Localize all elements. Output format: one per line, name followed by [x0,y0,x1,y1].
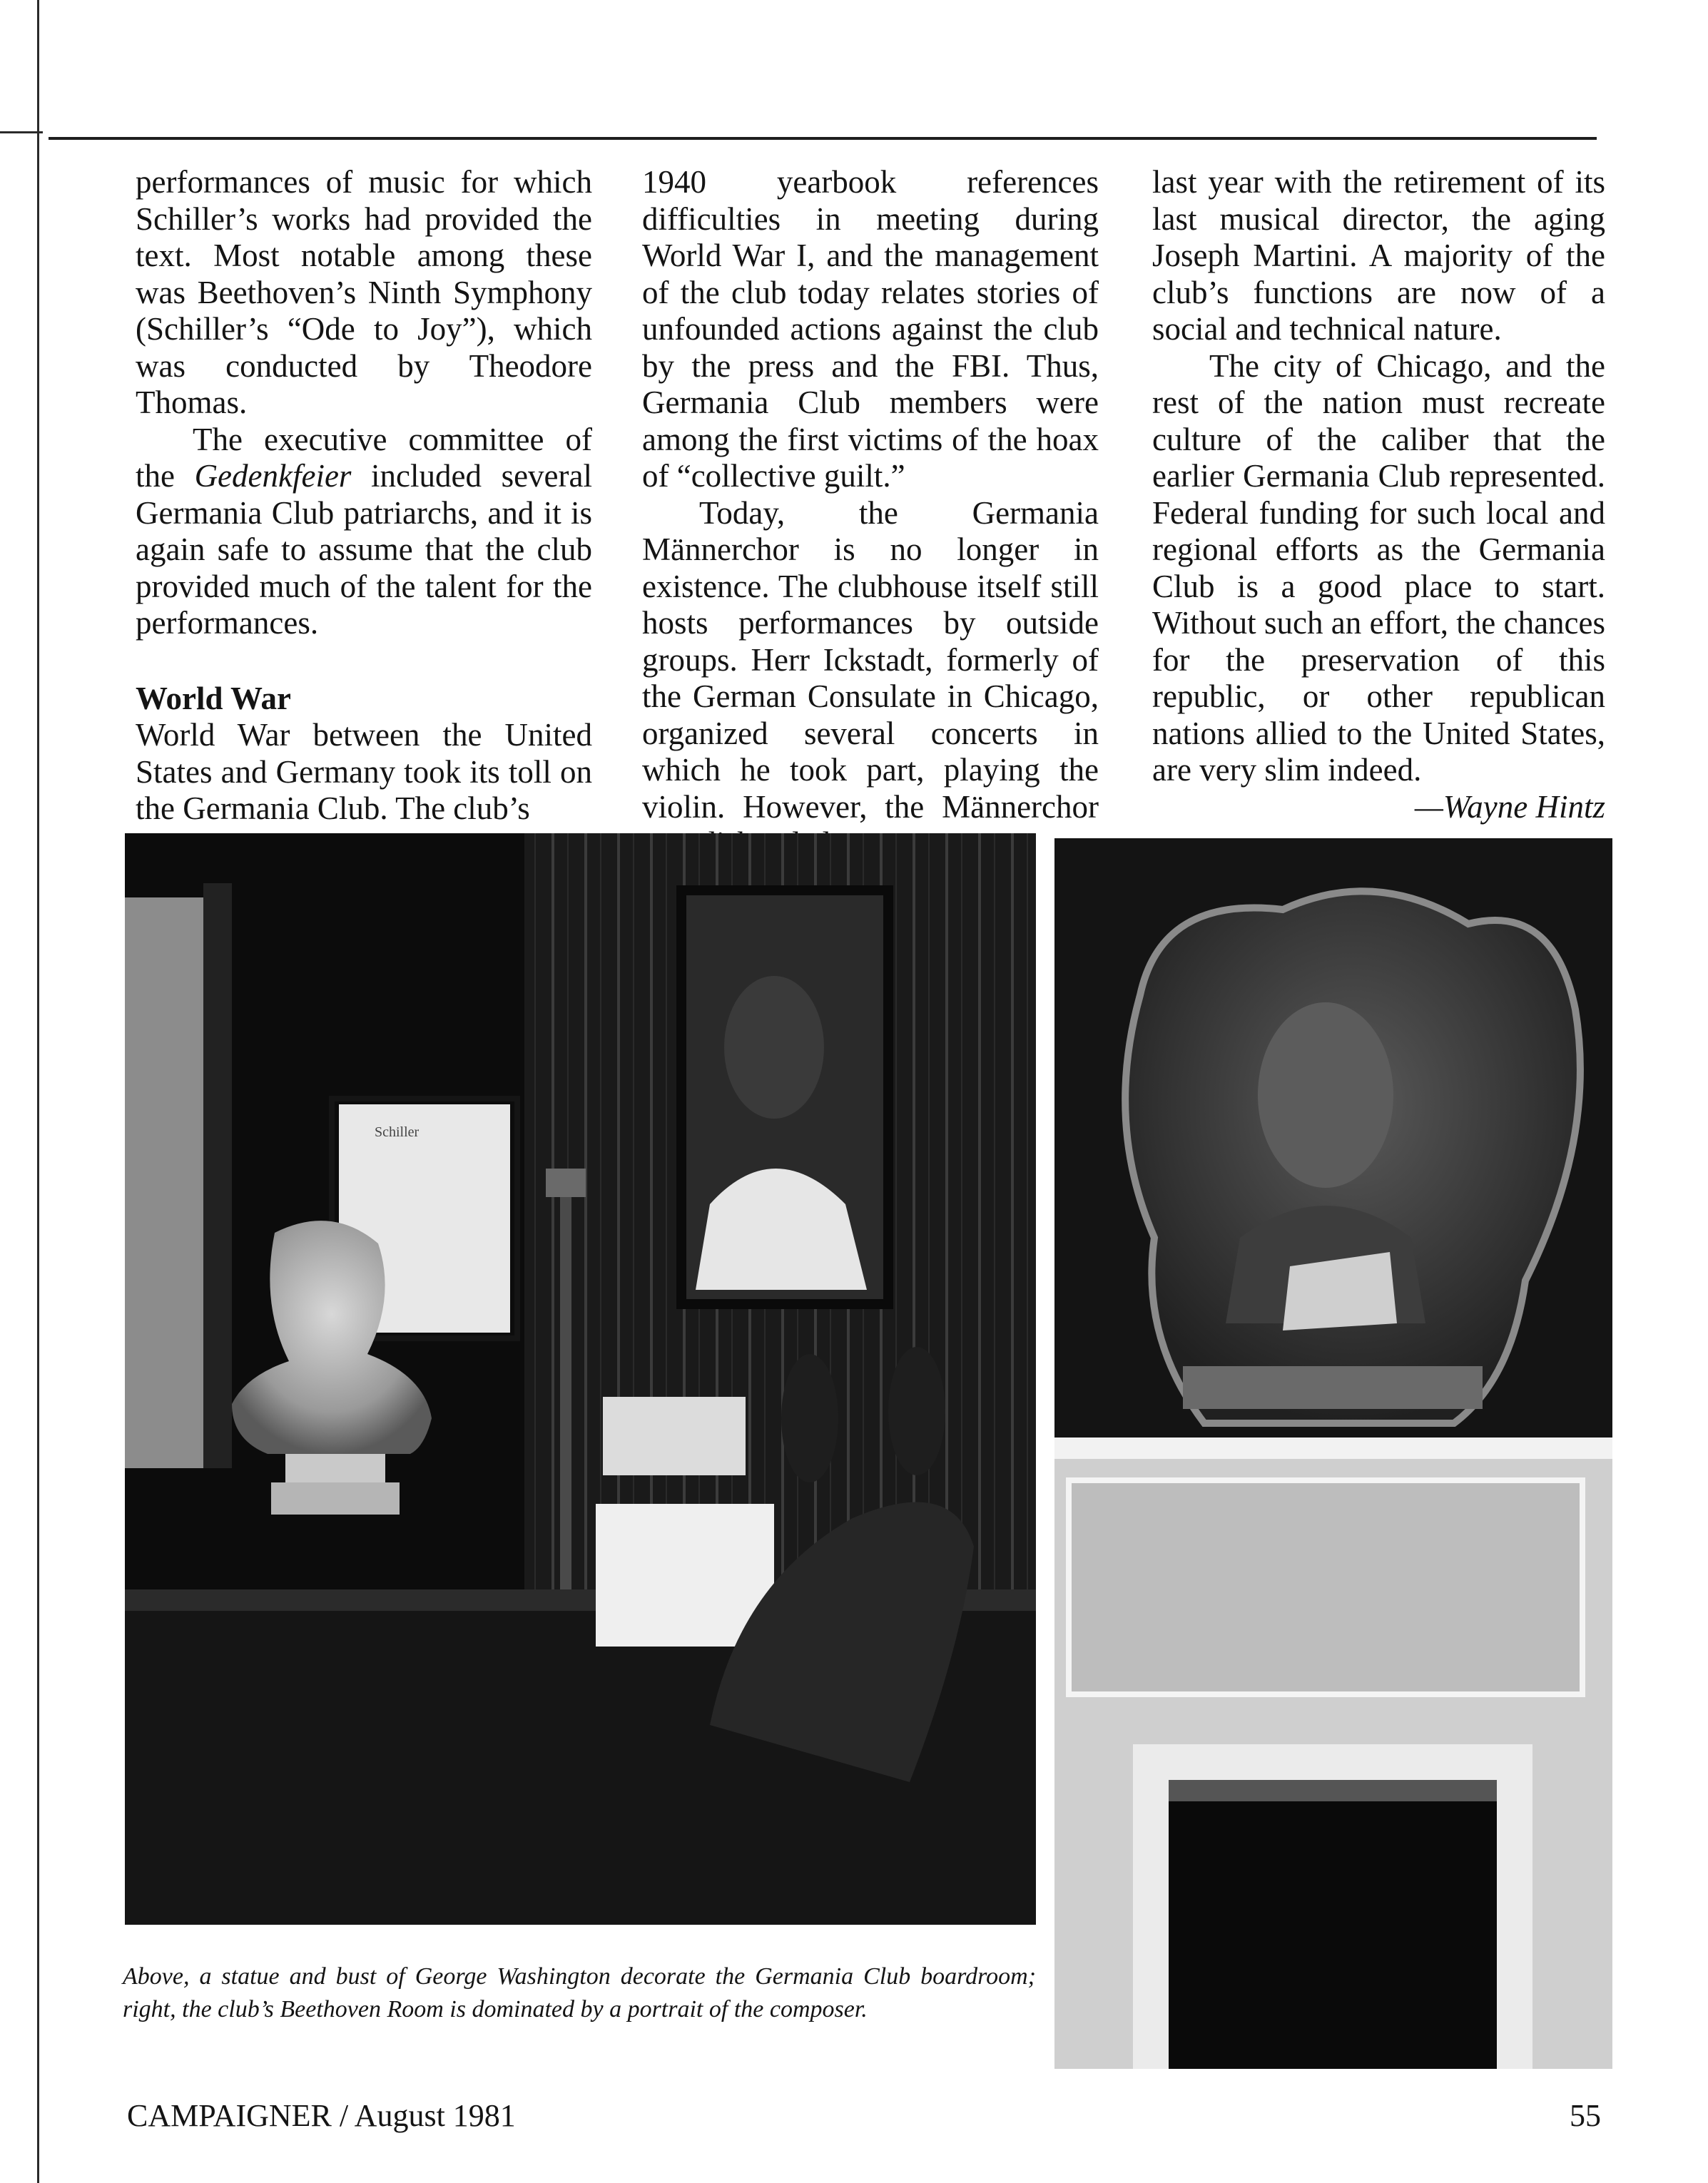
article-column-2 [642,164,1099,862]
page-number: 55 [1570,2098,1601,2133]
italic-term: Gedenkfeier [194,458,352,494]
publication-footer: CAMPAIGNER / August 1981 [127,2098,516,2133]
beethoven-room-photo [1054,838,1612,2069]
boardroom-photo [125,833,1036,1925]
photo-caption: Above, a statue and bust of George Washington decorate the Germania Club boardroom; right, the club’s Beethoven Room is dominated by a portrait of the composer. [123,1963,1036,2022]
beethoven-portrait [1258,1002,1393,1188]
paragraph: The city of Chicago, and the rest of the nation must recreate culture of the caliber that the earlier Germania Club represented. Federal funding for such local and regional efforts as the Germania Club is a good place to start. Without such an effort, the chances for the preservation of this republic, or other republican nations allied to the United States, are very slim indeed. [1152,347,1605,788]
text-run: The executive committee of the [136,421,592,494]
section-heading: World War [136,680,291,716]
paragraph: World War between the United States and Germany took its toll on the Germania Club. The club’s [136,717,592,826]
paragraph: performances of music for which Schiller’s works had provided the text. Most notable among these was Beethoven’s Ninth Symphony (Schiller’s “Ode to Joy”), which was conducted by Theodore Thomas. [136,164,592,420]
header-rule [49,137,1597,140]
fireplace-opening [1169,1780,1497,2069]
left-margin-tick [0,131,43,133]
paragraph: last year with the retirement of its last musical director, the aging Joseph Martini. A majority of the club’s functions are now of a social and technical nature. [1152,164,1605,347]
text-run: included several Germania Club patriarchs, and it is again safe to assume that the club provided much of the talent for the performances. [136,458,592,641]
boardroom-photo-graphic [125,833,1036,1925]
article-column-3 [1152,164,1605,825]
framed-document-label: Schiller [375,1124,420,1140]
left-margin-rule [37,0,39,2183]
author-byline: —Wayne Hintz [1414,788,1605,825]
mantel-panel [1069,1480,1582,1694]
article-column-1 [136,164,592,828]
paragraph: Today, the Germania Männerchor is no longer in existence. The clubhouse itself still hosts performances by outside groups. Herr Ickstadt, formerly of the German Consulate in Chicago, organized several concerts in which he took part, playing the violin. However, the Männerchor [642,494,1099,825]
paragraph: 1940 yearbook references difficulties in meeting during World War I, and the management of the club today relates stories of unfounded actions against the club by the press and the FBI. Thus, Germania Club members were among the first victims of the hoax of “collective guilt.” [642,164,1099,494]
beethoven-room-photo-graphic [1054,838,1612,2069]
paragraph [136,422,592,642]
